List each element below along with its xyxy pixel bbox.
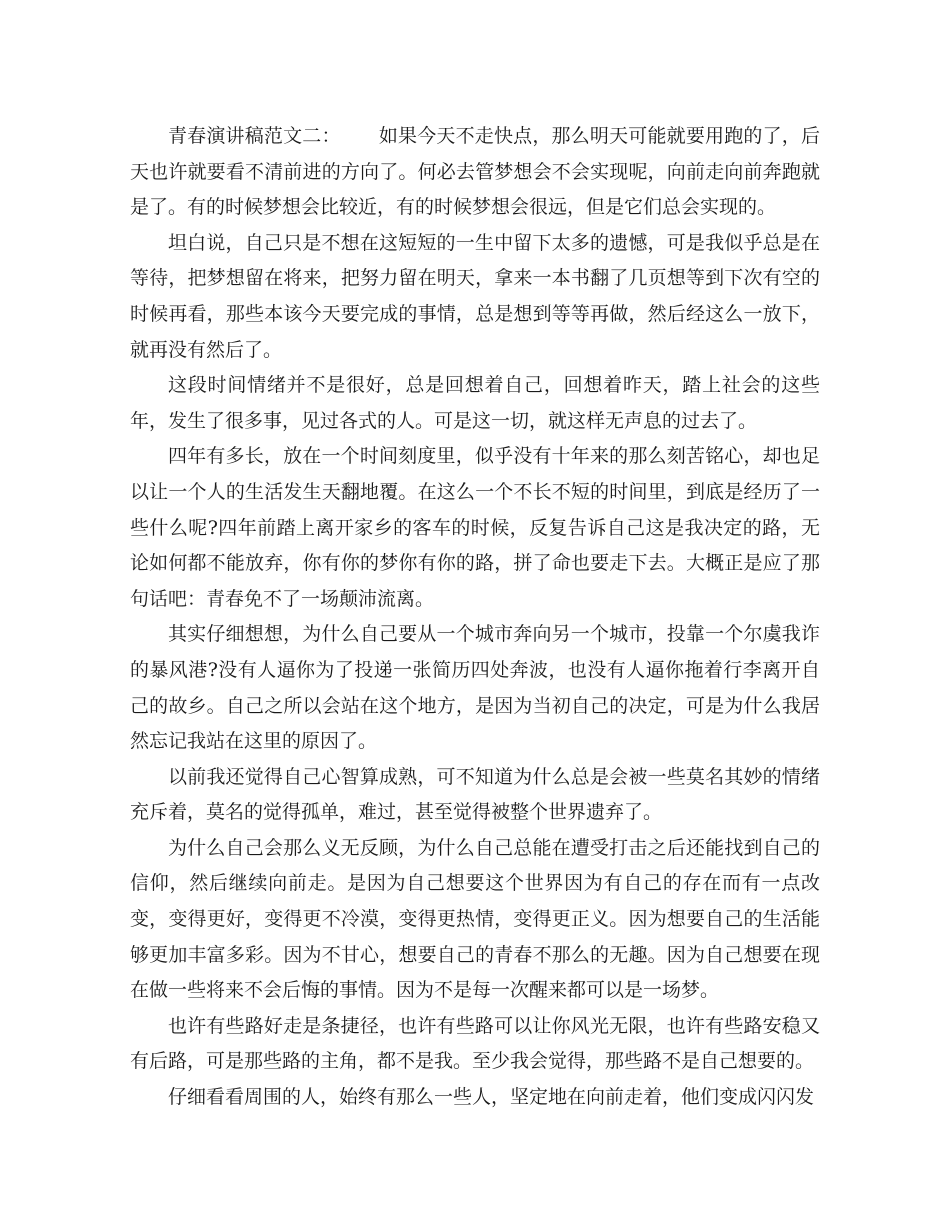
paragraph-7: 为什么自己会那么义无反顾，为什么自己总能在遭受打击之后还能找到自己的信仰，然后继续向前走。是因为自己想要这个世界因为有自己的存在而有一点改变，变得更好，变得更不冷漠，变得更热情，变得更正义。因为想要自己的生活能够更加丰富多彩。因为不甘心，想要自己的青春不那么的无趣。因为自己想要在现在做一些将来不会后悔的事情。因为不是每一次醒来都可以是一场梦。 [130,836,820,1002]
paragraph-3: 这段时间情绪并不是很好，总是回想着自己，回想着昨天，踏上社会的这些年，发生了很多事，见过各式的人。可是这一切，就这样无声息的过去了。 [130,374,820,432]
paragraph-5: 其实仔细想想，为什么自己要从一个城市奔向另一个城市，投靠一个尔虞我诈的暴风港?没有人逼你为了投递一张简历四处奔波，也没有人逼你拖着行李离开自己的故乡。自己之所以会站在这个地方，是因为当初自己的决定，可是为什么我居然忘记我站在这里的原因了。 [130,623,820,753]
document-body [130,119,820,1116]
document-heading: 青春演讲稿范文二： [168,125,341,147]
paragraph-4: 四年有多长，放在一个时间刻度里，似乎没有十年来的那么刻苦铭心，却也足以让一个人的生活发生天翻地覆。在这么一个不长不短的时间里，到底是经历了一些什么呢?四年前踏上离开家乡的客车的时候，反复告诉自己这是我决定的路，无论如何都不能放弃，你有你的梦你有你的路，拼了命也要走下去。大概正是应了那句话吧：青春免不了一场颠沛流离。 [130,445,820,610]
paragraph-8: 也许有些路好走是条捷径，也许有些路可以让你风光无限，也许有些路安稳又有后路，可是那些路的主角，都不是我。至少我会觉得，那些路不是自己想要的。 [130,1014,820,1073]
paragraph-2: 坦白说，自己只是不想在这短短的一生中留下太多的遗憾，可是我似乎总是在等待，把梦想留在将来，把努力留在明天，拿来一本书翻了几页想等到下次有空的时候再看，那些本该今天要完成的事情，总是想到等等再做，然后经这么一放下，就再没有然后了。 [130,231,820,361]
paragraph-6: 以前我还觉得自己心智算成熟，可不知道为什么总是会被一些莫名其妙的情绪充斥着，莫名的觉得孤单，难过，甚至觉得被整个世界遗弃了。 [130,765,820,824]
paragraph-1-text: 如果今天不走快点，那么明天可能就要用跑的了，后天也许就要看不清前进的方向了。何必去管梦想会不会实现呢，向前走向前奔跑就是了。有的时候梦想会比较近，有的时候梦想会很远，但是它们总会实现的。 [130,125,820,219]
paragraph-1 [130,119,820,226]
paragraph-9: 仔细看看周围的人，始终有那么一些人，坚定地在向前走着，他们变成闪闪发 [168,1086,815,1109]
